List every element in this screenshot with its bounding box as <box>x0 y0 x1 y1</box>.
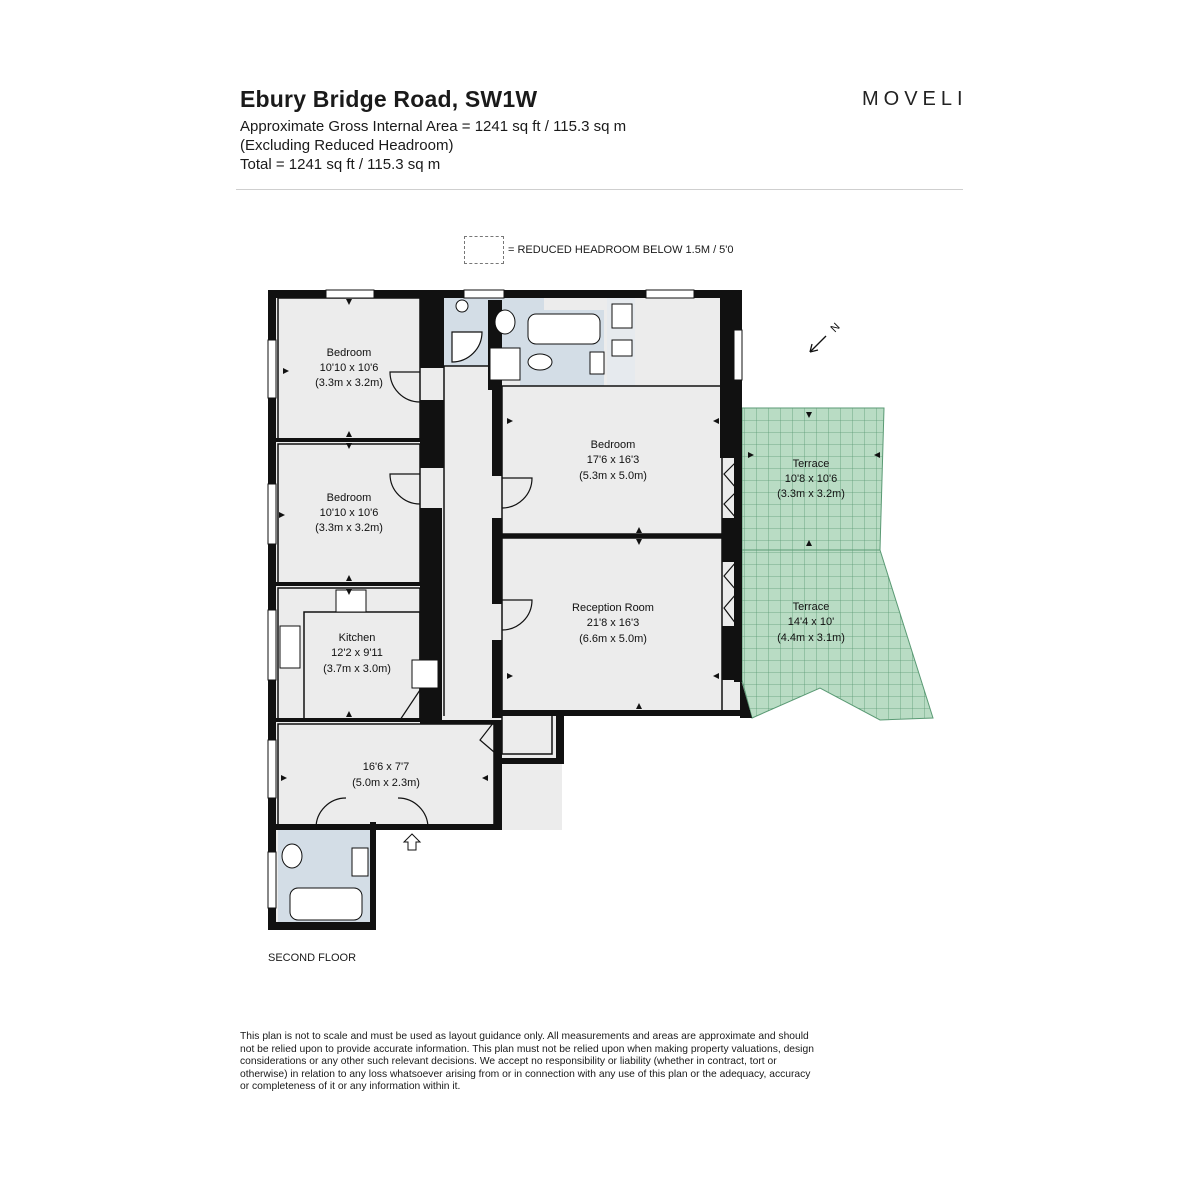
gross-area-line: Approximate Gross Internal Area = 1241 sq ft / 115.3 sq m <box>240 118 627 135</box>
reception-name: Reception Room <box>572 602 654 614</box>
floor-label: SECOND FLOOR <box>268 952 357 964</box>
kitchen-hob <box>336 590 366 612</box>
bedroom1-name: Bedroom <box>326 347 372 359</box>
compass-icon <box>810 336 826 352</box>
terrace2-metric: (4.4m x 3.1m) <box>777 632 845 644</box>
basin-side <box>590 352 604 374</box>
kitchen-unit <box>412 660 438 688</box>
reception-imperial: 21'8 x 16'3 <box>586 617 640 629</box>
bedroom1-imperial: 10'10 x 10'6 <box>319 362 379 374</box>
bedroom3-metric: (5.3m x 5.0m) <box>579 470 647 482</box>
property-title: Ebury Bridge Road, SW1W <box>240 86 538 112</box>
terrace1-name: Terrace <box>792 458 830 470</box>
toilet-upper-2 <box>495 310 515 334</box>
excluding-line: (Excluding Reduced Headroom) <box>240 137 454 154</box>
basin-lower <box>352 848 368 876</box>
compass-label: N <box>828 320 843 335</box>
bedroom2-metric: (3.3m x 3.2m) <box>315 522 383 534</box>
toilet-upper <box>528 354 552 370</box>
legend-text: = REDUCED HEADROOM BELOW 1.5M / 5'0 <box>508 244 734 256</box>
basin-small <box>456 300 468 312</box>
kitchen-name: Kitchen <box>338 632 376 644</box>
moveli-logo: MOVELI <box>862 88 968 110</box>
hall-imperial: 16'6 x 7'7 <box>362 761 410 773</box>
kitchen-sink <box>280 626 300 668</box>
disclaimer: This plan is not to scale and must be used as layout guidance only. All measurements and areas are approximate and should not be relied upon to provide accurate information. This plan must not be relied upon when making property valuations, design considerations or any other such relevant decisions. We accept no responsibility or liability (whether in contract, tort or otherwise) in relation to any loss whatsoever arising from or in connection with any use of this plan or the adequacy, accuracy or completeness of it or any information within it. <box>240 1031 814 1092</box>
terrace1-imperial: 10'8 x 10'6 <box>784 473 838 485</box>
reception-metric: (6.6m x 5.0m) <box>579 633 647 645</box>
basin-upper <box>612 304 632 328</box>
bedroom3-imperial: 17'6 x 16'3 <box>586 454 640 466</box>
terrace2-name: Terrace <box>792 601 830 613</box>
bath-upper <box>528 314 600 344</box>
kitchen-metric: (3.7m x 3.0m) <box>323 663 391 675</box>
total-area-line: Total = 1241 sq ft / 115.3 sq m <box>240 156 441 173</box>
bath-lower <box>290 888 362 920</box>
bedroom2-name: Bedroom <box>326 492 372 504</box>
hall-metric: (5.0m x 2.3m) <box>352 777 420 789</box>
entrance-arrow-icon <box>404 834 420 850</box>
terrace1-metric: (3.3m x 3.2m) <box>777 488 845 500</box>
terrace2-imperial: 14'4 x 10' <box>787 616 835 628</box>
hob-upper <box>612 340 632 356</box>
bedroom3-name: Bedroom <box>590 439 636 451</box>
bedroom1-metric: (3.3m x 3.2m) <box>315 377 383 389</box>
kitchen-imperial: 12'2 x 9'11 <box>331 647 383 659</box>
shower-tray <box>490 348 520 380</box>
bedroom2-imperial: 10'10 x 10'6 <box>319 507 379 519</box>
toilet-lower <box>282 844 302 868</box>
